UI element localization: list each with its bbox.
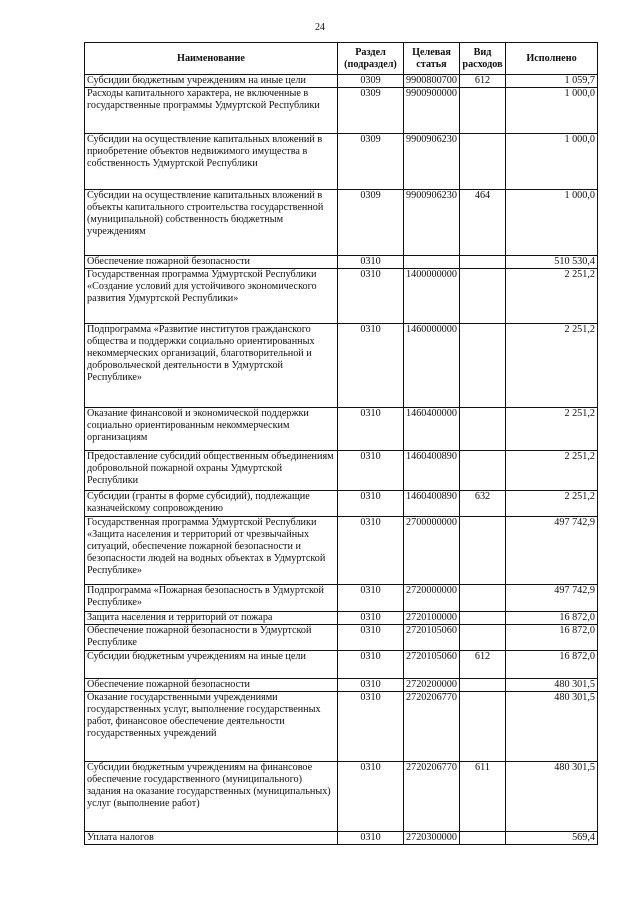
header-target: Целевая статья xyxy=(404,43,460,75)
row-section: 0309 xyxy=(338,190,404,256)
row-executed: 2 251,2 xyxy=(506,324,598,408)
row-target: 1460400000 xyxy=(404,408,460,451)
table-row xyxy=(85,491,598,517)
row-expense-type xyxy=(460,256,506,269)
row-target: 2720105060 xyxy=(404,625,460,651)
row-executed: 480 301,5 xyxy=(506,692,598,762)
row-section: 0310 xyxy=(338,491,404,517)
row-executed: 16 872,0 xyxy=(506,651,598,679)
row-section: 0310 xyxy=(338,692,404,762)
row-section: 0310 xyxy=(338,256,404,269)
row-name: Предоставление субсидий общественным объединениям добровольной пожарной охраны Удмуртской Республики xyxy=(85,451,338,491)
row-target: 9900800700 xyxy=(404,75,460,88)
row-executed: 16 872,0 xyxy=(506,625,598,651)
row-target: 2720206770 xyxy=(404,692,460,762)
row-executed: 2 251,2 xyxy=(506,408,598,451)
row-section: 0309 xyxy=(338,88,404,134)
header-section: Раздел (подраздел) xyxy=(338,43,404,75)
row-executed: 1 000,0 xyxy=(506,88,598,134)
row-executed: 2 251,2 xyxy=(506,269,598,324)
row-name: Субсидии (гранты в форме субсидий), подлежащие казначейскому сопровождению xyxy=(85,491,338,517)
table-row xyxy=(85,625,598,651)
table-row xyxy=(85,612,598,625)
row-target: 2720300000 xyxy=(404,832,460,845)
row-section: 0310 xyxy=(338,762,404,832)
row-target: 2720200000 xyxy=(404,679,460,692)
row-target: 1460400890 xyxy=(404,451,460,491)
row-expense-type xyxy=(460,88,506,134)
row-name: Расходы капитального характера, не включенные в государственные программы Удмуртской Республики xyxy=(85,88,338,134)
row-expense-type xyxy=(460,679,506,692)
row-target: 1460400890 xyxy=(404,491,460,517)
row-executed: 2 251,2 xyxy=(506,451,598,491)
table-header-row xyxy=(85,43,598,75)
row-section: 0310 xyxy=(338,451,404,491)
row-expense-type xyxy=(460,585,506,612)
row-target: 2720000000 xyxy=(404,585,460,612)
row-target: 2700000000 xyxy=(404,517,460,585)
row-target xyxy=(404,256,460,269)
table-body xyxy=(85,75,598,845)
row-name: Обеспечение пожарной безопасности в Удмуртской Республике xyxy=(85,625,338,651)
row-section: 0310 xyxy=(338,832,404,845)
row-name: Оказание государственными учреждениями государственных услуг, выполнение государственных работ, финансовое обеспечение деятельности государственных учреждений xyxy=(85,692,338,762)
row-expense-type xyxy=(460,408,506,451)
row-executed: 1 000,0 xyxy=(506,190,598,256)
row-name: Субсидии на осуществление капитальных вложений в приобретение объектов недвижимого имущества в собственность Удмуртской Республики xyxy=(85,134,338,190)
table-row xyxy=(85,679,598,692)
row-expense-type xyxy=(460,517,506,585)
row-name: Обеспечение пожарной безопасности xyxy=(85,679,338,692)
row-executed: 16 872,0 xyxy=(506,612,598,625)
row-name: Подпрограмма «Пожарная безопасность в Удмуртской Республике» xyxy=(85,585,338,612)
row-section: 0310 xyxy=(338,651,404,679)
row-executed: 1 000,0 xyxy=(506,134,598,190)
row-expense-type xyxy=(460,269,506,324)
row-expense-type: 612 xyxy=(460,651,506,679)
header-name: Наименование xyxy=(85,43,338,75)
row-name: Субсидии на осуществление капитальных вложений в объекты капитального строительства государственной (муниципальной) собственность бюджетным учреждениям xyxy=(85,190,338,256)
row-section: 0310 xyxy=(338,269,404,324)
row-target: 9900906230 xyxy=(404,134,460,190)
table-row xyxy=(85,190,598,256)
row-section: 0310 xyxy=(338,585,404,612)
row-expense-type xyxy=(460,832,506,845)
row-name: Субсидии бюджетным учреждениям на иные цели xyxy=(85,75,338,88)
table-row xyxy=(85,832,598,845)
row-expense-type xyxy=(460,134,506,190)
row-executed: 480 301,5 xyxy=(506,679,598,692)
row-target: 2720105060 xyxy=(404,651,460,679)
row-target: 9900900000 xyxy=(404,88,460,134)
header-expense-type: Вид расходов xyxy=(460,43,506,75)
table-row xyxy=(85,451,598,491)
row-section: 0310 xyxy=(338,612,404,625)
table-row xyxy=(85,762,598,832)
row-target: 1460000000 xyxy=(404,324,460,408)
row-executed: 2 251,2 xyxy=(506,491,598,517)
row-expense-type: 464 xyxy=(460,190,506,256)
page-number: 24 xyxy=(315,22,325,33)
row-expense-type: 612 xyxy=(460,75,506,88)
row-name: Обеспечение пожарной безопасности xyxy=(85,256,338,269)
row-executed: 480 301,5 xyxy=(506,762,598,832)
row-section: 0310 xyxy=(338,625,404,651)
row-name: Уплата налогов xyxy=(85,832,338,845)
row-executed: 569,4 xyxy=(506,832,598,845)
row-target: 2720206770 xyxy=(404,762,460,832)
table-row xyxy=(85,692,598,762)
table-row xyxy=(85,269,598,324)
row-expense-type xyxy=(460,451,506,491)
row-section: 0309 xyxy=(338,75,404,88)
row-expense-type xyxy=(460,692,506,762)
row-section: 0310 xyxy=(338,324,404,408)
row-expense-type xyxy=(460,625,506,651)
table-row xyxy=(85,408,598,451)
table-row xyxy=(85,324,598,408)
row-target: 2720100000 xyxy=(404,612,460,625)
row-name: Оказание финансовой и экономической поддержки социально ориентированным некоммерческим организациям xyxy=(85,408,338,451)
row-section: 0310 xyxy=(338,517,404,585)
table-row xyxy=(85,651,598,679)
row-executed: 1 059,7 xyxy=(506,75,598,88)
row-expense-type xyxy=(460,612,506,625)
row-expense-type xyxy=(460,324,506,408)
row-executed: 510 530,4 xyxy=(506,256,598,269)
row-target: 1400000000 xyxy=(404,269,460,324)
row-executed: 497 742,9 xyxy=(506,517,598,585)
row-section: 0310 xyxy=(338,679,404,692)
budget-table xyxy=(84,42,598,845)
row-expense-type: 632 xyxy=(460,491,506,517)
row-name: Подпрограмма «Развитие институтов гражданского общества и поддержки социально ориентированных некоммерческих организаций, благотворительной и добровольческой деятельности в Удмуртской Республике» xyxy=(85,324,338,408)
table-row xyxy=(85,88,598,134)
row-name: Субсидии бюджетным учреждениям на финансовое обеспечение государственного (муниципального) задания на оказание государственных (муниципальных) услуг (выполнение работ) xyxy=(85,762,338,832)
table-row xyxy=(85,256,598,269)
row-section: 0309 xyxy=(338,134,404,190)
row-target: 9900906230 xyxy=(404,190,460,256)
row-name: Государственная программа Удмуртской Республики «Защита населения и территорий от чрезвычайных ситуаций, обеспечение пожарной безопасности и безопасности людей на водных объектах в Удмуртской Республике» xyxy=(85,517,338,585)
table-row xyxy=(85,585,598,612)
row-name: Защита населения и территорий от пожара xyxy=(85,612,338,625)
header-executed: Исполнено xyxy=(506,43,598,75)
row-expense-type: 611 xyxy=(460,762,506,832)
table-row xyxy=(85,75,598,88)
table-row xyxy=(85,517,598,585)
row-section: 0310 xyxy=(338,408,404,451)
row-executed: 497 742,9 xyxy=(506,585,598,612)
table-row xyxy=(85,134,598,190)
row-name: Государственная программа Удмуртской Республики «Создание условий для устойчивого экономического развития Удмуртской Республики» xyxy=(85,269,338,324)
row-name: Субсидии бюджетным учреждениям на иные цели xyxy=(85,651,338,679)
